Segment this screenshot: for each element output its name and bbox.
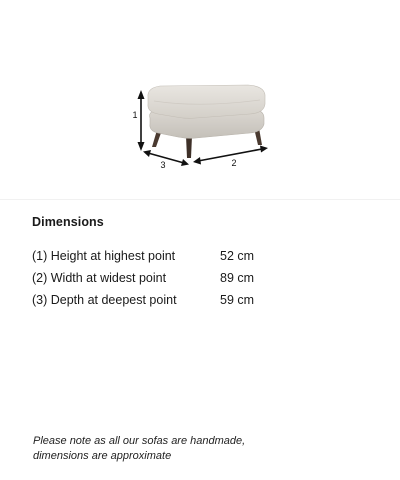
dimension-row-width bbox=[32, 267, 292, 289]
product-dimension-figure bbox=[0, 0, 400, 200]
marker-height: 1 bbox=[132, 110, 138, 120]
dimension-value: 59 cm bbox=[220, 293, 255, 307]
dimension-label: (1) Height at highest point bbox=[32, 249, 176, 263]
dimension-value: 89 cm bbox=[220, 271, 255, 285]
dimensions-list bbox=[32, 245, 292, 311]
note-line-1: Please note as all our sofas are handmade, bbox=[33, 435, 246, 447]
dimension-row-depth bbox=[32, 289, 292, 311]
height-arrow bbox=[138, 90, 145, 151]
section-divider bbox=[0, 199, 400, 200]
dimension-value: 52 cm bbox=[220, 249, 255, 263]
footstool-diagram bbox=[0, 0, 400, 200]
dimensions-heading: Dimensions bbox=[32, 215, 104, 229]
dimension-row-height bbox=[32, 245, 292, 267]
marker-width: 2 bbox=[231, 158, 237, 168]
handmade-note bbox=[33, 434, 363, 464]
depth-arrow bbox=[143, 150, 189, 166]
dimension-label: (3) Depth at deepest point bbox=[32, 293, 177, 307]
dimension-label: (2) Width at widest point bbox=[32, 271, 167, 285]
note-line-2: dimensions are approximate bbox=[33, 450, 172, 462]
marker-depth: 3 bbox=[160, 160, 166, 170]
